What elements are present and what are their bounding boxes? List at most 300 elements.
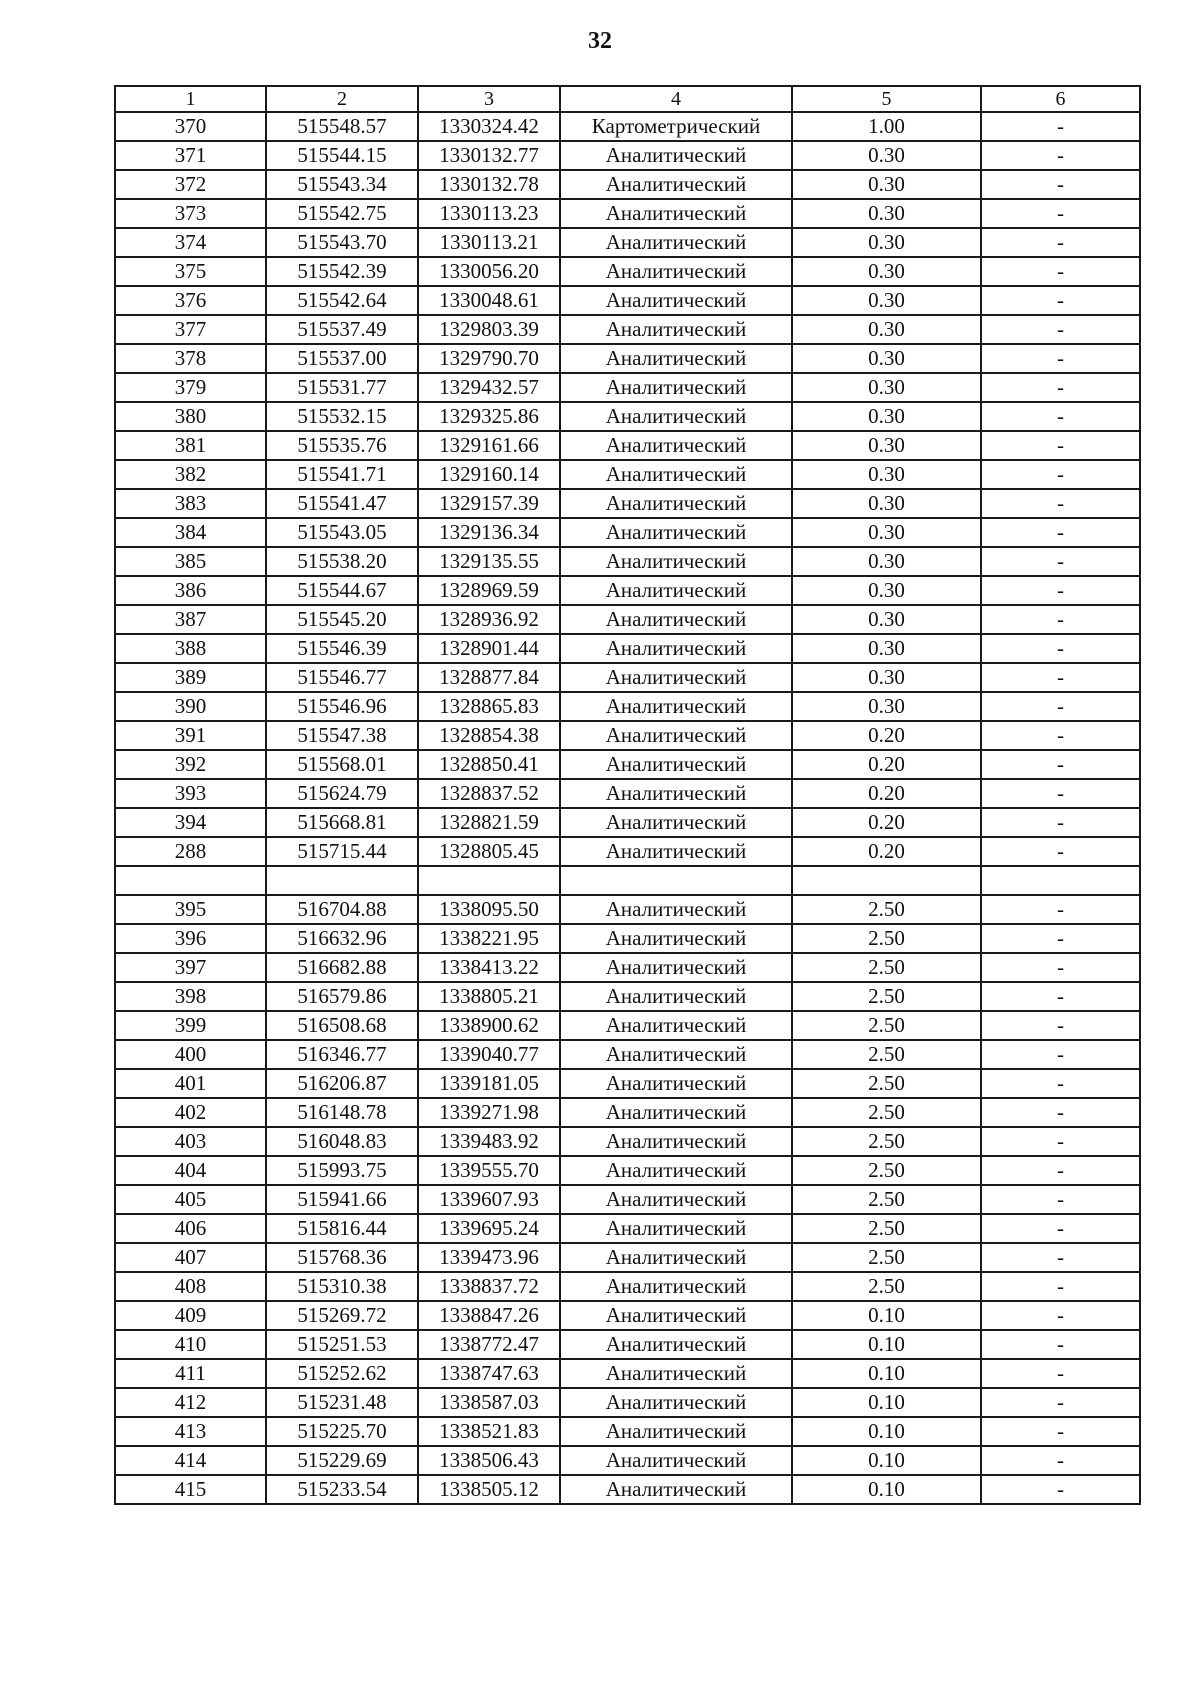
accuracy-cell: 0.10	[792, 1330, 981, 1359]
point-number-cell: 391	[115, 721, 266, 750]
x-coordinate-cell: 515233.54	[266, 1475, 418, 1504]
y-coordinate-cell: 1339695.24	[418, 1214, 560, 1243]
x-coordinate-cell: 516148.78	[266, 1098, 418, 1127]
y-coordinate-cell: 1338221.95	[418, 924, 560, 953]
y-coordinate-cell: 1328901.44	[418, 634, 560, 663]
point-number-cell: 404	[115, 1156, 266, 1185]
y-coordinate-cell: 1328850.41	[418, 750, 560, 779]
y-coordinate-cell: 1329161.66	[418, 431, 560, 460]
column-header: 2	[266, 86, 418, 112]
x-coordinate-cell: 515531.77	[266, 373, 418, 402]
y-coordinate-cell: 1339473.96	[418, 1243, 560, 1272]
table-row	[115, 199, 1140, 228]
accuracy-cell: 1.00	[792, 112, 981, 141]
point-number-cell: 405	[115, 1185, 266, 1214]
note-cell: -	[981, 692, 1140, 721]
x-coordinate-cell: 515542.75	[266, 199, 418, 228]
accuracy-cell: 0.30	[792, 344, 981, 373]
table-body	[115, 112, 1140, 1504]
table-row	[115, 663, 1140, 692]
table-row	[115, 1388, 1140, 1417]
method-cell: Аналитический	[560, 634, 792, 663]
point-number-cell: 393	[115, 779, 266, 808]
note-cell: -	[981, 1330, 1140, 1359]
note-cell: -	[981, 170, 1140, 199]
method-cell: Аналитический	[560, 1156, 792, 1185]
note-cell: -	[981, 112, 1140, 141]
note-cell: -	[981, 199, 1140, 228]
point-number-cell: 412	[115, 1388, 266, 1417]
point-number-cell: 411	[115, 1359, 266, 1388]
note-cell: -	[981, 953, 1140, 982]
method-cell: Аналитический	[560, 924, 792, 953]
note-cell: -	[981, 1272, 1140, 1301]
method-cell: Аналитический	[560, 895, 792, 924]
table-row	[115, 779, 1140, 808]
method-cell: Аналитический	[560, 1272, 792, 1301]
accuracy-cell: 0.20	[792, 779, 981, 808]
accuracy-cell: 0.30	[792, 663, 981, 692]
table-row	[115, 518, 1140, 547]
table-row	[115, 402, 1140, 431]
table-row	[115, 895, 1140, 924]
table-row	[115, 489, 1140, 518]
point-number-cell: 373	[115, 199, 266, 228]
note-cell: -	[981, 924, 1140, 953]
table-row	[115, 1417, 1140, 1446]
method-cell: Аналитический	[560, 141, 792, 170]
method-cell: Аналитический	[560, 605, 792, 634]
method-cell: Аналитический	[560, 1243, 792, 1272]
x-coordinate-cell: 515269.72	[266, 1301, 418, 1330]
point-number-cell: 377	[115, 315, 266, 344]
y-coordinate-cell: 1329790.70	[418, 344, 560, 373]
x-coordinate-cell: 515941.66	[266, 1185, 418, 1214]
page-number: 32	[588, 28, 612, 54]
note-cell	[981, 866, 1140, 895]
method-cell: Аналитический	[560, 721, 792, 750]
method-cell: Аналитический	[560, 1127, 792, 1156]
method-cell: Аналитический	[560, 460, 792, 489]
y-coordinate-cell: 1329432.57	[418, 373, 560, 402]
column-header: 6	[981, 86, 1140, 112]
y-coordinate-cell: 1339040.77	[418, 1040, 560, 1069]
x-coordinate-cell: 515535.76	[266, 431, 418, 460]
accuracy-cell: 0.30	[792, 257, 981, 286]
point-number-cell: 374	[115, 228, 266, 257]
note-cell: -	[981, 547, 1140, 576]
method-cell: Картометрический	[560, 112, 792, 141]
note-cell: -	[981, 489, 1140, 518]
table-row	[115, 692, 1140, 721]
point-number-cell: 382	[115, 460, 266, 489]
method-cell: Аналитический	[560, 1040, 792, 1069]
table-row	[115, 547, 1140, 576]
point-number-cell: 396	[115, 924, 266, 953]
note-cell: -	[981, 1446, 1140, 1475]
table-row	[115, 431, 1140, 460]
accuracy-cell: 0.30	[792, 518, 981, 547]
note-cell: -	[981, 402, 1140, 431]
point-number-cell: 400	[115, 1040, 266, 1069]
accuracy-cell: 0.30	[792, 170, 981, 199]
point-number-cell: 385	[115, 547, 266, 576]
accuracy-cell: 2.50	[792, 924, 981, 953]
accuracy-cell: 0.30	[792, 373, 981, 402]
point-number-cell: 409	[115, 1301, 266, 1330]
accuracy-cell: 2.50	[792, 1011, 981, 1040]
accuracy-cell: 2.50	[792, 982, 981, 1011]
note-cell: -	[981, 605, 1140, 634]
table-row	[115, 1185, 1140, 1214]
accuracy-cell: 2.50	[792, 1214, 981, 1243]
method-cell: Аналитический	[560, 257, 792, 286]
table-row	[115, 141, 1140, 170]
y-coordinate-cell: 1338900.62	[418, 1011, 560, 1040]
table-row	[115, 373, 1140, 402]
column-header: 3	[418, 86, 560, 112]
x-coordinate-cell: 515537.49	[266, 315, 418, 344]
accuracy-cell: 0.30	[792, 402, 981, 431]
method-cell: Аналитический	[560, 1475, 792, 1504]
point-number-cell: 395	[115, 895, 266, 924]
table-row	[115, 634, 1140, 663]
note-cell: -	[981, 344, 1140, 373]
method-cell: Аналитический	[560, 663, 792, 692]
y-coordinate-cell: 1338095.50	[418, 895, 560, 924]
y-coordinate-cell: 1329135.55	[418, 547, 560, 576]
point-number-cell: 407	[115, 1243, 266, 1272]
accuracy-cell: 2.50	[792, 953, 981, 982]
method-cell: Аналитический	[560, 953, 792, 982]
x-coordinate-cell: 515538.20	[266, 547, 418, 576]
table-row	[115, 750, 1140, 779]
method-cell: Аналитический	[560, 837, 792, 866]
accuracy-cell: 0.30	[792, 286, 981, 315]
x-coordinate-cell: 516346.77	[266, 1040, 418, 1069]
table-row	[115, 460, 1140, 489]
y-coordinate-cell: 1338505.12	[418, 1475, 560, 1504]
table-row	[115, 605, 1140, 634]
accuracy-cell: 2.50	[792, 1040, 981, 1069]
table-row	[115, 1069, 1140, 1098]
method-cell: Аналитический	[560, 170, 792, 199]
point-number-cell: 408	[115, 1272, 266, 1301]
method-cell: Аналитический	[560, 750, 792, 779]
note-cell: -	[981, 1214, 1140, 1243]
accuracy-cell: 0.30	[792, 489, 981, 518]
y-coordinate-cell	[418, 866, 560, 895]
accuracy-cell: 2.50	[792, 1272, 981, 1301]
y-coordinate-cell: 1339555.70	[418, 1156, 560, 1185]
point-number-cell: 402	[115, 1098, 266, 1127]
method-cell	[560, 866, 792, 895]
table-row	[115, 1127, 1140, 1156]
x-coordinate-cell: 515537.00	[266, 344, 418, 373]
note-cell: -	[981, 1185, 1140, 1214]
table-row	[115, 1446, 1140, 1475]
x-coordinate-cell: 515715.44	[266, 837, 418, 866]
x-coordinate-cell: 515544.15	[266, 141, 418, 170]
table-row	[115, 1214, 1140, 1243]
point-number-cell: 390	[115, 692, 266, 721]
x-coordinate-cell: 515310.38	[266, 1272, 418, 1301]
note-cell: -	[981, 1127, 1140, 1156]
note-cell: -	[981, 982, 1140, 1011]
table-row	[115, 721, 1140, 750]
y-coordinate-cell: 1330113.23	[418, 199, 560, 228]
x-coordinate-cell: 516206.87	[266, 1069, 418, 1098]
table-row	[115, 953, 1140, 982]
accuracy-cell: 2.50	[792, 1098, 981, 1127]
accuracy-cell: 0.10	[792, 1446, 981, 1475]
method-cell: Аналитический	[560, 808, 792, 837]
note-cell: -	[981, 895, 1140, 924]
table-row	[115, 1098, 1140, 1127]
accuracy-cell: 2.50	[792, 1156, 981, 1185]
note-cell: -	[981, 286, 1140, 315]
x-coordinate-cell	[266, 866, 418, 895]
point-number-cell: 386	[115, 576, 266, 605]
x-coordinate-cell: 516632.96	[266, 924, 418, 953]
point-number-cell: 414	[115, 1446, 266, 1475]
point-number-cell: 387	[115, 605, 266, 634]
accuracy-cell: 2.50	[792, 1127, 981, 1156]
note-cell: -	[981, 1098, 1140, 1127]
table-row	[115, 1301, 1140, 1330]
y-coordinate-cell: 1338521.83	[418, 1417, 560, 1446]
y-coordinate-cell: 1329157.39	[418, 489, 560, 518]
y-coordinate-cell: 1329325.86	[418, 402, 560, 431]
coordinates-table	[114, 85, 1141, 1505]
method-cell: Аналитический	[560, 315, 792, 344]
point-number-cell: 388	[115, 634, 266, 663]
note-cell: -	[981, 1069, 1140, 1098]
accuracy-cell: 0.30	[792, 576, 981, 605]
point-number-cell: 375	[115, 257, 266, 286]
y-coordinate-cell: 1328821.59	[418, 808, 560, 837]
x-coordinate-cell: 515545.20	[266, 605, 418, 634]
point-number-cell: 371	[115, 141, 266, 170]
y-coordinate-cell: 1338587.03	[418, 1388, 560, 1417]
x-coordinate-cell: 515624.79	[266, 779, 418, 808]
point-number-cell: 378	[115, 344, 266, 373]
table-row	[115, 866, 1140, 895]
x-coordinate-cell: 515816.44	[266, 1214, 418, 1243]
accuracy-cell: 0.10	[792, 1388, 981, 1417]
method-cell: Аналитический	[560, 1069, 792, 1098]
x-coordinate-cell: 515548.57	[266, 112, 418, 141]
point-number-cell: 389	[115, 663, 266, 692]
x-coordinate-cell: 515546.39	[266, 634, 418, 663]
accuracy-cell: 0.20	[792, 837, 981, 866]
y-coordinate-cell: 1339483.92	[418, 1127, 560, 1156]
note-cell: -	[981, 1301, 1140, 1330]
x-coordinate-cell: 515532.15	[266, 402, 418, 431]
method-cell: Аналитический	[560, 431, 792, 460]
table-header-row	[115, 86, 1140, 112]
note-cell: -	[981, 1011, 1140, 1040]
y-coordinate-cell: 1330048.61	[418, 286, 560, 315]
accuracy-cell: 2.50	[792, 1185, 981, 1214]
y-coordinate-cell: 1330113.21	[418, 228, 560, 257]
point-number-cell: 379	[115, 373, 266, 402]
note-cell: -	[981, 1359, 1140, 1388]
note-cell: -	[981, 431, 1140, 460]
note-cell: -	[981, 1388, 1140, 1417]
table-row	[115, 576, 1140, 605]
note-cell: -	[981, 1417, 1140, 1446]
accuracy-cell: 0.30	[792, 431, 981, 460]
method-cell: Аналитический	[560, 402, 792, 431]
y-coordinate-cell: 1328877.84	[418, 663, 560, 692]
point-number-cell: 372	[115, 170, 266, 199]
point-number-cell: 376	[115, 286, 266, 315]
method-cell: Аналитический	[560, 692, 792, 721]
point-number-cell: 397	[115, 953, 266, 982]
x-coordinate-cell: 516048.83	[266, 1127, 418, 1156]
accuracy-cell: 2.50	[792, 1069, 981, 1098]
table-row	[115, 228, 1140, 257]
y-coordinate-cell: 1328854.38	[418, 721, 560, 750]
x-coordinate-cell: 515546.96	[266, 692, 418, 721]
note-cell: -	[981, 808, 1140, 837]
point-number-cell: 392	[115, 750, 266, 779]
table-row	[115, 982, 1140, 1011]
table-row	[115, 837, 1140, 866]
x-coordinate-cell: 515542.39	[266, 257, 418, 286]
note-cell: -	[981, 721, 1140, 750]
note-cell: -	[981, 1475, 1140, 1504]
y-coordinate-cell: 1338837.72	[418, 1272, 560, 1301]
accuracy-cell: 0.20	[792, 808, 981, 837]
point-number-cell: 288	[115, 837, 266, 866]
y-coordinate-cell: 1328837.52	[418, 779, 560, 808]
y-coordinate-cell: 1338506.43	[418, 1446, 560, 1475]
note-cell: -	[981, 576, 1140, 605]
point-number-cell: 384	[115, 518, 266, 547]
y-coordinate-cell: 1328936.92	[418, 605, 560, 634]
table-row	[115, 170, 1140, 199]
note-cell: -	[981, 634, 1140, 663]
y-coordinate-cell: 1329136.34	[418, 518, 560, 547]
point-number-cell: 401	[115, 1069, 266, 1098]
x-coordinate-cell: 516579.86	[266, 982, 418, 1011]
x-coordinate-cell: 516682.88	[266, 953, 418, 982]
accuracy-cell: 0.20	[792, 750, 981, 779]
accuracy-cell: 0.30	[792, 634, 981, 663]
y-coordinate-cell: 1338847.26	[418, 1301, 560, 1330]
table-row	[115, 1272, 1140, 1301]
table-row	[115, 1243, 1140, 1272]
note-cell: -	[981, 1243, 1140, 1272]
method-cell: Аналитический	[560, 228, 792, 257]
accuracy-cell: 0.20	[792, 721, 981, 750]
method-cell: Аналитический	[560, 1098, 792, 1127]
method-cell: Аналитический	[560, 1359, 792, 1388]
note-cell: -	[981, 837, 1140, 866]
y-coordinate-cell: 1338805.21	[418, 982, 560, 1011]
x-coordinate-cell: 515668.81	[266, 808, 418, 837]
column-header: 5	[792, 86, 981, 112]
x-coordinate-cell: 515543.34	[266, 170, 418, 199]
note-cell: -	[981, 1040, 1140, 1069]
y-coordinate-cell: 1328969.59	[418, 576, 560, 605]
point-number-cell: 399	[115, 1011, 266, 1040]
y-coordinate-cell: 1330132.77	[418, 141, 560, 170]
accuracy-cell: 0.30	[792, 460, 981, 489]
x-coordinate-cell: 515231.48	[266, 1388, 418, 1417]
note-cell: -	[981, 141, 1140, 170]
point-number-cell: 415	[115, 1475, 266, 1504]
note-cell: -	[981, 373, 1140, 402]
table-row	[115, 112, 1140, 141]
accuracy-cell	[792, 866, 981, 895]
column-header: 4	[560, 86, 792, 112]
accuracy-cell: 0.10	[792, 1475, 981, 1504]
table-row	[115, 1475, 1140, 1504]
point-number-cell: 406	[115, 1214, 266, 1243]
x-coordinate-cell: 515568.01	[266, 750, 418, 779]
note-cell: -	[981, 228, 1140, 257]
point-number-cell: 383	[115, 489, 266, 518]
table-row	[115, 924, 1140, 953]
note-cell: -	[981, 460, 1140, 489]
y-coordinate-cell: 1330056.20	[418, 257, 560, 286]
x-coordinate-cell: 515225.70	[266, 1417, 418, 1446]
point-number-cell	[115, 866, 266, 895]
x-coordinate-cell: 515251.53	[266, 1330, 418, 1359]
method-cell: Аналитический	[560, 489, 792, 518]
table-row	[115, 1330, 1140, 1359]
note-cell: -	[981, 315, 1140, 344]
y-coordinate-cell: 1330324.42	[418, 112, 560, 141]
point-number-cell: 398	[115, 982, 266, 1011]
y-coordinate-cell: 1330132.78	[418, 170, 560, 199]
x-coordinate-cell: 515544.67	[266, 576, 418, 605]
method-cell: Аналитический	[560, 576, 792, 605]
table-row	[115, 257, 1140, 286]
x-coordinate-cell: 515543.05	[266, 518, 418, 547]
x-coordinate-cell: 515546.77	[266, 663, 418, 692]
x-coordinate-cell: 516704.88	[266, 895, 418, 924]
x-coordinate-cell: 515547.38	[266, 721, 418, 750]
table-row	[115, 315, 1140, 344]
accuracy-cell: 2.50	[792, 1243, 981, 1272]
point-number-cell: 394	[115, 808, 266, 837]
y-coordinate-cell: 1328865.83	[418, 692, 560, 721]
table-row	[115, 1040, 1140, 1069]
method-cell: Аналитический	[560, 373, 792, 402]
method-cell: Аналитический	[560, 547, 792, 576]
point-number-cell: 403	[115, 1127, 266, 1156]
y-coordinate-cell: 1338772.47	[418, 1330, 560, 1359]
accuracy-cell: 0.10	[792, 1417, 981, 1446]
y-coordinate-cell: 1338747.63	[418, 1359, 560, 1388]
x-coordinate-cell: 515543.70	[266, 228, 418, 257]
accuracy-cell: 0.30	[792, 692, 981, 721]
x-coordinate-cell: 515229.69	[266, 1446, 418, 1475]
point-number-cell: 413	[115, 1417, 266, 1446]
accuracy-cell: 2.50	[792, 895, 981, 924]
accuracy-cell: 0.30	[792, 228, 981, 257]
method-cell: Аналитический	[560, 779, 792, 808]
y-coordinate-cell: 1339607.93	[418, 1185, 560, 1214]
method-cell: Аналитический	[560, 518, 792, 547]
table-row	[115, 1359, 1140, 1388]
accuracy-cell: 0.30	[792, 199, 981, 228]
note-cell: -	[981, 257, 1140, 286]
